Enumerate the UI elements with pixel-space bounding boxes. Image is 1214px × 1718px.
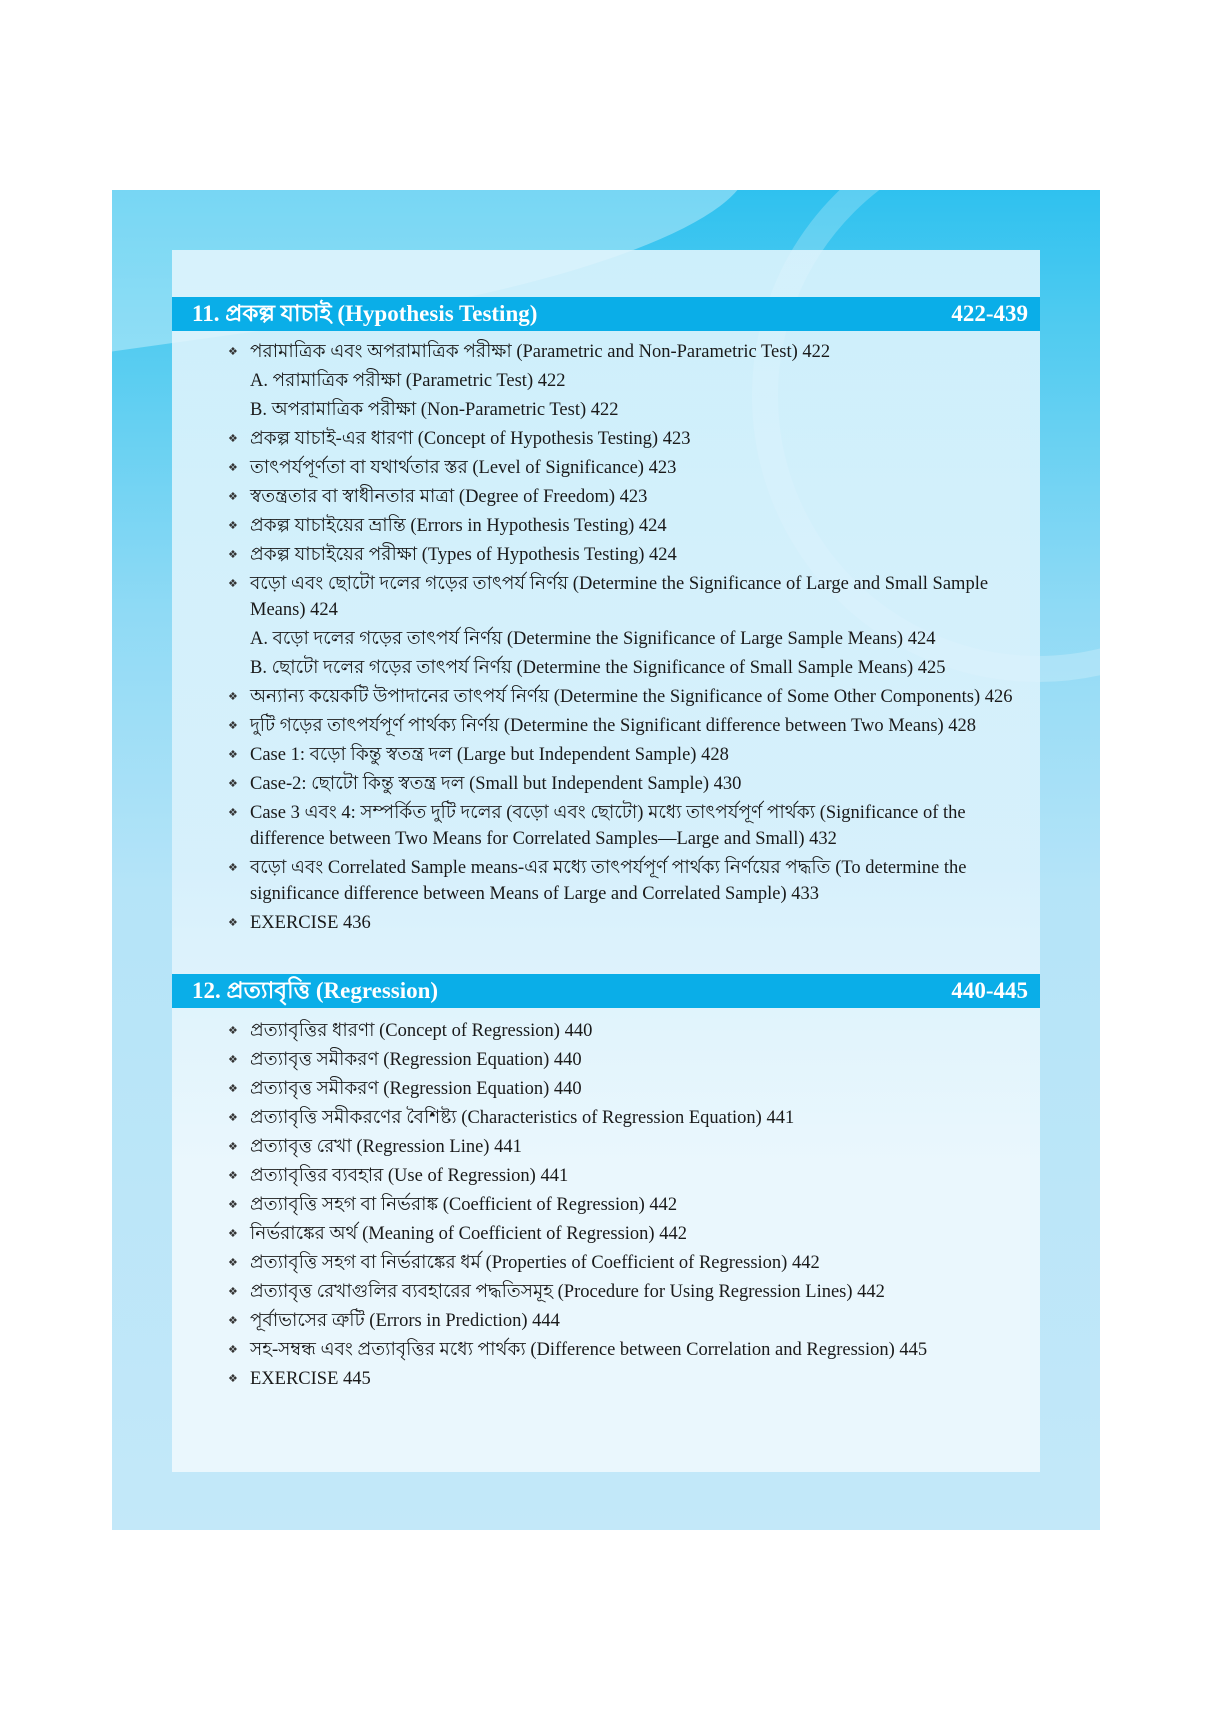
section-header-regression	[172, 974, 1040, 1008]
section-12-entries	[228, 1018, 1038, 1395]
toc-entry: ❖ প্রত্যাবৃত্তি সহগ বা নির্ভরাঙ্কের ধর্ম (Properties of Coefficient of Regression) 442	[228, 1250, 1038, 1276]
toc-entry: ❖ বড়ো এবং Correlated Sample means-এর মধ্যে তাৎপর্যপূর্ণ পার্থক্য নির্ণয়ের পদ্ধতি (To determine the significance difference between Means of Large and Correlated Sample) 433	[228, 855, 1038, 907]
diamond-bullet-icon: ❖	[228, 1228, 238, 1240]
diamond-bullet-icon: ❖	[228, 749, 238, 761]
diamond-bullet-icon: ❖	[228, 1257, 238, 1269]
toc-entry: ❖ প্রত্যাবৃত্ত রেখাগুলির ব্যবহারের পদ্ধতিসমূহ (Procedure for Using Regression Lines) 442	[228, 1279, 1038, 1305]
toc-entry: ❖ প্রত্যাবৃত্তি সমীকরণের বৈশিষ্ট্য (Characteristics of Regression Equation) 441	[228, 1105, 1038, 1131]
toc-entry: ❖ পরামাত্রিক এবং অপরামাত্রিক পরীক্ষা (Parametric and Non-Parametric Test) 422	[228, 339, 1038, 365]
diamond-bullet-icon: ❖	[228, 578, 238, 590]
toc-entry: ❖ দুটি গড়ের তাৎপর্যপূর্ণ পার্থক্য নির্ণয় (Determine the Significant difference between Two Means) 428	[228, 713, 1038, 739]
toc-subentry: B. অপরামাত্রিক পরীক্ষা (Non-Parametric Test) 422	[250, 400, 619, 420]
section-title: 11. প্রকল্প যাচাই (Hypothesis Testing)	[192, 300, 538, 326]
section-header-hypothesis-testing	[172, 297, 1040, 331]
toc-entry: ❖ তাৎপর্যপূর্ণতা বা যথার্থতার স্তর (Level of Significance) 423	[228, 455, 1038, 481]
diamond-bullet-icon: ❖	[228, 1025, 238, 1037]
diamond-bullet-icon: ❖	[228, 1141, 238, 1153]
toc-entry: ❖ প্রত্যাবৃত্ত রেখা (Regression Line) 441	[228, 1134, 1038, 1160]
toc-entry: ❖ নির্ভরাঙ্কের অর্থ (Meaning of Coefficient of Regression) 442	[228, 1221, 1038, 1247]
diamond-bullet-icon: ❖	[228, 1286, 238, 1298]
diamond-bullet-icon: ❖	[228, 778, 238, 790]
toc-entry: ❖ প্রত্যাবৃত্তির ব্যবহার (Use of Regression) 441	[228, 1163, 1038, 1189]
toc-subentry: B. ছোটো দলের গড়ের তাৎপর্য নির্ণয় (Determine the Significance of Small Sample Means) 425	[250, 658, 946, 678]
diamond-bullet-icon: ❖	[228, 691, 238, 703]
section-page-range: 422-439	[951, 301, 1028, 326]
toc-entry: ❖ Case-2: ছোটো কিন্তু স্বতন্ত্র দল (Small but Independent Sample) 430	[228, 771, 1038, 797]
section-page-range: 440-445	[951, 978, 1028, 1003]
diamond-bullet-icon: ❖	[228, 720, 238, 732]
toc-subentry: A. পরামাত্রিক পরীক্ষা (Parametric Test) 422	[250, 371, 566, 391]
diamond-bullet-icon: ❖	[228, 1054, 238, 1066]
toc-entry: ❖ EXERCISE 436	[228, 910, 1038, 936]
toc-entry: ❖ প্রকল্প যাচাইয়ের পরীক্ষা (Types of Hypothesis Testing) 424	[228, 542, 1038, 568]
diamond-bullet-icon: ❖	[228, 862, 238, 874]
diamond-bullet-icon: ❖	[228, 1373, 238, 1385]
diamond-bullet-icon: ❖	[228, 1083, 238, 1095]
diamond-bullet-icon: ❖	[228, 1112, 238, 1124]
toc-entry: ❖ প্রকল্প যাচাই-এর ধারণা (Concept of Hypothesis Testing) 423	[228, 426, 1038, 452]
toc-entry: ❖ প্রত্যাবৃত্তির ধারণা (Concept of Regression) 440	[228, 1018, 1038, 1044]
toc-entry: ❖ স্বতন্ত্রতার বা স্বাধীনতার মাত্রা (Degree of Freedom) 423	[228, 484, 1038, 510]
diamond-bullet-icon: ❖	[228, 1170, 238, 1182]
diamond-bullet-icon: ❖	[228, 520, 238, 532]
toc-entry: ❖ প্রত্যাবৃত্ত সমীকরণ (Regression Equation) 440	[228, 1047, 1038, 1073]
diamond-bullet-icon: ❖	[228, 1315, 238, 1327]
toc-entry: ❖ প্রত্যাবৃত্তি সহগ বা নির্ভরাঙ্ক (Coefficient of Regression) 442	[228, 1192, 1038, 1218]
toc-entry: ❖ Case 3 এবং 4: সম্পর্কিত দুটি দলের (বড়ো এবং ছোটো) মধ্যে তাৎপর্যপূর্ণ পার্থক্য (Significance of the difference between Two Means for Correlated Samples—Large and Small) 432	[228, 800, 1038, 852]
section-11-entries	[228, 339, 1038, 939]
section-title: 12. প্রত্যাবৃত্তি (Regression)	[192, 977, 439, 1003]
diamond-bullet-icon: ❖	[228, 462, 238, 474]
diamond-bullet-icon: ❖	[228, 807, 238, 819]
toc-entry: ❖ সহ-সম্বন্ধ এবং প্রত্যাবৃত্তির মধ্যে পার্থক্য (Difference between Correlation and Regression) 445	[228, 1337, 1038, 1363]
toc-entry: ❖ EXERCISE 445	[228, 1366, 1038, 1392]
toc-entry: ❖ পূর্বাভাসের ত্রুটি (Errors in Prediction) 444	[228, 1308, 1038, 1334]
diamond-bullet-icon: ❖	[228, 917, 238, 929]
toc-subentry: A. বড়ো দলের গড়ের তাৎপর্য নির্ণয় (Determine the Significance of Large Sample Means) 424	[250, 629, 936, 649]
toc-entry: ❖ প্রকল্প যাচাইয়ের ভ্রান্তি (Errors in Hypothesis Testing) 424	[228, 513, 1038, 539]
toc-entry: ❖ বড়ো এবং ছোটো দলের গড়ের তাৎপর্য নির্ণয় (Determine the Significance of Large and Small Sample Means) 424	[228, 571, 1038, 623]
toc-entry: ❖ অন্যান্য কয়েকটি উপাদানের তাৎপর্য নির্ণয় (Determine the Significance of Some Other Components) 426	[228, 684, 1038, 710]
diamond-bullet-icon: ❖	[228, 433, 238, 445]
diamond-bullet-icon: ❖	[228, 491, 238, 503]
diamond-bullet-icon: ❖	[228, 1344, 238, 1356]
diamond-bullet-icon: ❖	[228, 549, 238, 561]
diamond-bullet-icon: ❖	[228, 346, 238, 358]
toc-entry: ❖ প্রত্যাবৃত্ত সমীকরণ (Regression Equation) 440	[228, 1076, 1038, 1102]
toc-entry: ❖ Case 1: বড়ো কিন্তু স্বতন্ত্র দল (Large but Independent Sample) 428	[228, 742, 1038, 768]
diamond-bullet-icon: ❖	[228, 1199, 238, 1211]
